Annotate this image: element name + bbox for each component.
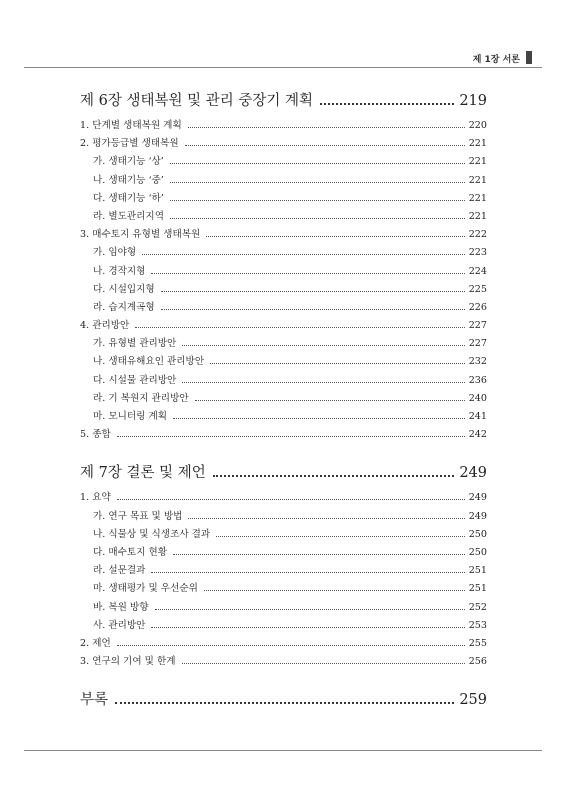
table-of-contents: [80, 88, 487, 713]
entry-page-number: 227: [468, 338, 487, 350]
toc-entry[interactable]: [80, 372, 487, 390]
toc-entry[interactable]: [80, 299, 487, 317]
entry-page-number: 251: [468, 565, 487, 577]
entry-page-number: 236: [468, 374, 487, 386]
dot-leader: [195, 400, 465, 401]
dot-leader: [210, 363, 465, 364]
dot-leader: [188, 127, 465, 128]
entry-page-number: 250: [468, 546, 487, 558]
chapter-title: 제 7장 결론 및 제언: [80, 465, 206, 482]
entry-page-number: 256: [468, 656, 487, 668]
entry-title: 4. 관리방안: [80, 320, 130, 332]
toc-entry[interactable]: [80, 489, 487, 507]
entry-page-number: 242: [468, 429, 487, 441]
toc-entry[interactable]: [80, 263, 487, 281]
dot-leader: [151, 627, 464, 628]
entry-page-number: 240: [468, 392, 487, 404]
toc-entry[interactable]: [80, 335, 487, 353]
entry-title: 가. 연구 목표 및 방법: [93, 510, 183, 522]
entry-title: 라. 설문결과: [93, 565, 146, 577]
entry-page-number: 221: [468, 192, 487, 204]
dot-leader: [151, 273, 464, 274]
header-divider: [24, 67, 542, 68]
entry-title: 2. 제언: [80, 637, 111, 649]
entry-title: 마. 모니터링 계획: [93, 411, 168, 422]
toc-entry[interactable]: [80, 599, 487, 617]
toc-entry[interactable]: [80, 426, 487, 444]
entry-title: 라. 습지계곡형: [93, 301, 155, 313]
toc-chapter[interactable]: [80, 687, 487, 713]
dot-leader: [188, 518, 464, 519]
toc-entry[interactable]: [80, 226, 487, 244]
toc-entry[interactable]: [80, 408, 487, 426]
chapter-title: 제 6장 생태복원 및 관리 중장기 계획: [80, 93, 313, 109]
toc-entry[interactable]: [80, 317, 487, 335]
entry-title: 가. 유형별 관리방안: [93, 338, 177, 350]
entry-page-number: 241: [468, 411, 487, 422]
entry-page-number: 223: [468, 247, 487, 259]
dot-leader: [185, 145, 465, 146]
entry-title: 나. 생태유해요인 관리방안: [93, 356, 205, 368]
dot-leader: [151, 572, 464, 573]
chapter-title: 부록: [80, 692, 109, 709]
entry-page-number: 221: [468, 174, 487, 186]
entry-page-number: 251: [468, 583, 487, 595]
toc-entry[interactable]: [80, 281, 487, 299]
entry-title: 나. 경작지형: [93, 265, 146, 277]
dot-leader: [182, 663, 465, 664]
entry-page-number: 249: [468, 492, 487, 504]
chapter-page-number: 219: [459, 93, 487, 109]
entry-title: 1. 단계별 생태복원 계획: [80, 120, 182, 131]
dot-leader: [117, 499, 465, 500]
toc-entry[interactable]: [80, 172, 487, 190]
entry-title: 다. 매수토지 현황: [93, 546, 168, 558]
toc-entry[interactable]: [80, 208, 487, 226]
toc-entry[interactable]: [80, 117, 487, 135]
entry-title: 라. 기 복원지 관리방안: [93, 392, 189, 404]
entry-page-number: 221: [468, 210, 487, 222]
dot-leader: [204, 590, 465, 591]
entry-title: 다. 생태기능 ‘하’: [93, 192, 164, 204]
entry-title: 사. 관리방안: [93, 619, 146, 631]
entry-page-number: 232: [468, 356, 487, 368]
dot-leader: [173, 554, 465, 555]
toc-entry[interactable]: [80, 580, 487, 598]
dot-leader: [142, 254, 465, 255]
entry-title: 가. 임야형: [93, 247, 137, 259]
entry-title: 나. 식물상 및 식생조사 결과: [93, 528, 211, 540]
entry-page-number: 222: [468, 229, 487, 241]
header-marker: [526, 51, 532, 64]
dot-leader: [182, 345, 464, 346]
toc-entry[interactable]: [80, 353, 487, 371]
dot-leader: [206, 236, 464, 237]
dot-leader: [155, 609, 465, 610]
toc-entry[interactable]: [80, 190, 487, 208]
dot-leader: [117, 645, 465, 646]
chapter-page-number: 249: [459, 465, 487, 482]
toc-entry[interactable]: [80, 135, 487, 153]
running-header: 제 1장 서론: [472, 55, 520, 65]
dot-leader: [320, 103, 454, 105]
dot-leader: [117, 436, 465, 437]
dot-leader: [135, 327, 464, 328]
dot-leader: [173, 418, 465, 419]
entry-title: 다. 시설물 관리방안: [93, 374, 177, 386]
toc-entry[interactable]: [80, 653, 487, 671]
toc-entry[interactable]: [80, 635, 487, 653]
entry-page-number: 253: [468, 619, 487, 631]
toc-entry[interactable]: [80, 390, 487, 408]
entry-page-number: 255: [468, 637, 487, 649]
entry-page-number: 225: [468, 283, 487, 295]
entry-title: 나. 생태기능 ‘중’: [93, 174, 164, 186]
entry-page-number: 227: [468, 320, 487, 332]
entry-title: 가. 생태기능 ‘상’: [93, 156, 164, 168]
entry-title: 마. 생태평가 및 우선순위: [93, 583, 198, 595]
toc-entry[interactable]: [80, 562, 487, 580]
entry-title: 다. 시설입지형: [93, 283, 155, 295]
toc-entry[interactable]: [80, 617, 487, 635]
entry-title: 1. 요약: [80, 492, 111, 504]
entry-title: 3. 연구의 기여 및 한계: [80, 656, 176, 668]
dot-leader: [213, 475, 455, 477]
entry-title: 라. 별도관리지역: [93, 210, 164, 222]
toc-chapter[interactable]: [80, 460, 487, 486]
dot-leader: [170, 200, 465, 201]
toc-entry[interactable]: [80, 526, 487, 544]
entry-page-number: 249: [468, 510, 487, 522]
toc-chapter[interactable]: [80, 88, 487, 114]
dot-leader: [170, 163, 465, 164]
dot-leader: [161, 291, 465, 292]
dot-leader: [161, 309, 465, 310]
entry-title: 바. 복원 방향: [93, 601, 149, 613]
entry-title: 3. 매수토지 유형별 생태복원: [80, 229, 201, 241]
toc-entry[interactable]: [80, 244, 487, 262]
entry-title: 5. 종합: [80, 429, 111, 441]
footer-divider: [24, 750, 542, 751]
toc-entry[interactable]: [80, 508, 487, 526]
entry-page-number: 250: [468, 528, 487, 540]
entry-page-number: 221: [468, 138, 487, 150]
entry-page-number: 224: [468, 265, 487, 277]
dot-leader: [182, 382, 464, 383]
entry-page-number: 220: [468, 120, 487, 131]
entry-page-number: 221: [468, 156, 487, 168]
entry-title: 2. 평가등급별 생태복원: [80, 138, 179, 150]
dot-leader: [170, 218, 465, 219]
entry-page-number: 252: [468, 601, 487, 613]
chapter-page-number: 259: [459, 692, 487, 709]
toc-entry[interactable]: [80, 153, 487, 171]
toc-entry[interactable]: [80, 544, 487, 562]
dot-leader: [170, 182, 465, 183]
dot-leader: [216, 536, 464, 537]
dot-leader: [115, 702, 454, 704]
entry-page-number: 226: [468, 301, 487, 313]
